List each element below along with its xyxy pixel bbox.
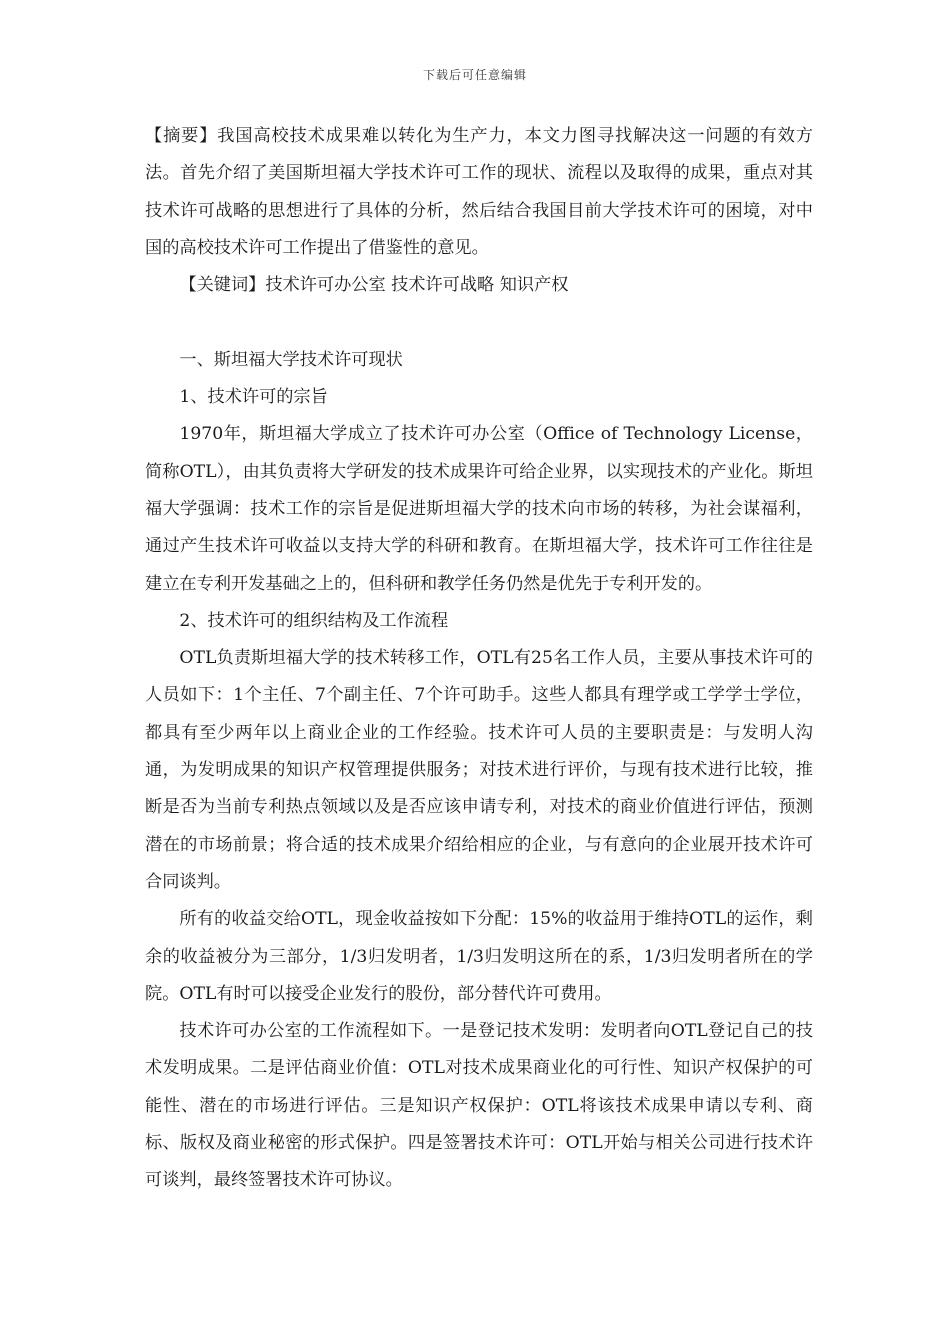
abstract-paragraph: 【摘要】我国高校技术成果难以转化为生产力，本文力图寻找解决这一问题的有效方法。首先介绍了美国斯坦福大学技术许可工作的现状、流程以及取得的成果，重点对其技术许可战略的思想进行了具体的分析，然后结合我国目前大学技术许可的困境，对中国的高校技术许可工作提出了借鉴性的意见。	[145, 126, 813, 258]
body-paragraph: 所有的收益交给OTL，现金收益按如下分配：15%的收益用于维持OTL的运作，剩余的收益被分为三部分，1/3归发明者，1/3归发明这所在的系，1/3归发明者所在的学院。OTL有时可以接受企业发行的股份，部分替代许可费用。	[145, 909, 813, 1004]
document-body	[145, 118, 813, 1200]
body-paragraph: 技术许可办公室的工作流程如下。一是登记技术发明：发明者向OTL登记自己的技术发明成果。二是评估商业价值：OTL对技术成果商业化的可行性、知识产权保护的可能性、潜在的市场进行评估。三是知识产权保护：OTL将该技术成果申请以专利、商标、版权及商业秘密的形式保护。四是签署技术许可：OTL开始与相关公司进行技术许可谈判，最终签署技术许可协议。	[145, 1021, 813, 1191]
header-note: 下载后可任意编辑	[422, 68, 527, 82]
body-paragraph: 1970年，斯坦福大学成立了技术许可办公室（Office of Technology License，简称OTL），由其负责将大学研发的技术成果许可给企业界，以实现技术的产业化。斯坦福大学强调：技术工作的宗旨是促进斯坦福大学的技术向市场的转移，为社会谋福利，通过产生技术许可收益以支持大学的科研和教育。在斯坦福大学，技术许可工作往往是建立在专利开发基础之上的，但科研和教学任务仍然是优先于专利开发的。	[145, 424, 813, 594]
subsection-heading: 1、技术许可的宗旨	[179, 387, 328, 408]
body-paragraph: OTL负责斯坦福大学的技术转移工作，OTL有25名工作人员，主要从事技术许可的人员如下：1个主任、7个副主任、7个许可助手。这些人都具有理学或工学学士学位，都具有至少两年以上商业企业的工作经验。技术许可人员的主要职责是：与发明人沟通，为发明成果的知识产权管理提供服务；对技术进行评价，与现有技术进行比较，推断是否为当前专利热点领域以及是否应该申请专利，对技术的商业价值进行评估，预测潜在的市场前景；将合适的技术成果介绍给相应的企业，与有意向的企业展开技术许可合同谈判。	[145, 648, 813, 892]
section-heading: 一、斯坦福大学技术许可现状	[179, 349, 403, 370]
subsection-heading: 2、技术许可的组织结构及工作流程	[179, 610, 449, 631]
keywords-paragraph: 【关键词】技术许可办公室 技术许可战略 知识产权	[179, 275, 569, 296]
